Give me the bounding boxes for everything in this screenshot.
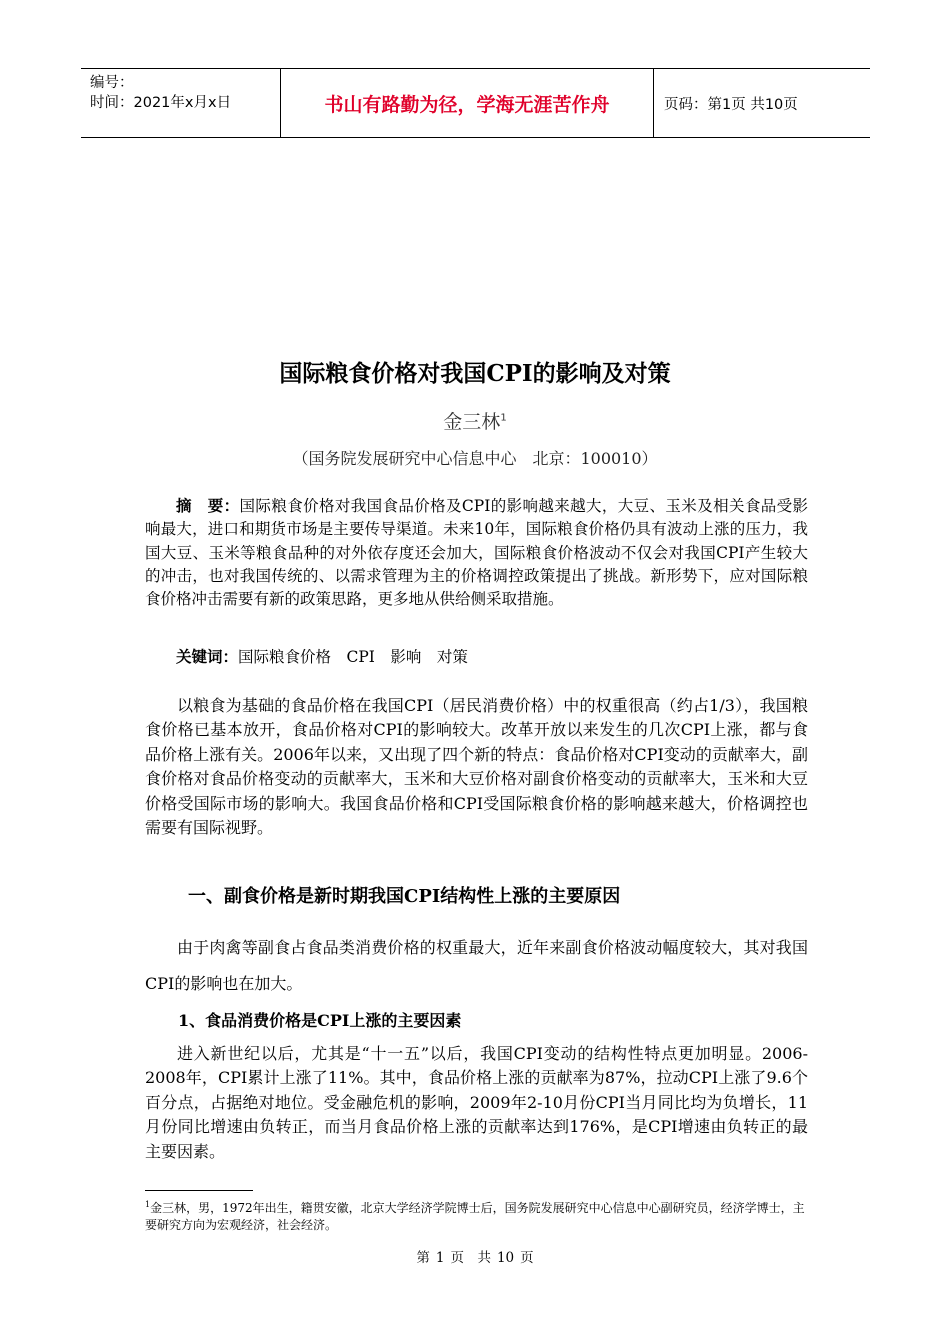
keywords-text: 国际粮食价格 CPI 影响 对策 <box>238 648 468 666</box>
keywords <box>145 645 808 669</box>
footer-page-number: 1 <box>435 1250 445 1266</box>
section-1-paragraph: 由于肉禽等副食占食品类消费价格的权重最大，近年来副食价格波动幅度较大，其对我国CPI的影响也在加大。 <box>145 938 808 993</box>
page-header <box>81 68 870 138</box>
intro-paragraph: 以粮食为基础的食品价格在我国CPI（居民消费价格）中的权重很高（约占1/3），我国粮食价格已基本放开，食品价格对CPI的影响较大。改革开放以来发生的几次CPI上涨，都与食品价格上涨有关。2006年以来，又出现了四个新的特点：食品价格对CPI变动的贡献率大，副食价格对食品价格变动的贡献率大，玉米和大豆价格对副食价格变动的贡献率大，玉米和大豆价格受国际市场的影响大。我国食品价格和CPI受国际粮食价格的影响越来越大，价格调控也需要有国际视野。 <box>145 696 808 838</box>
abstract <box>145 494 808 611</box>
footer-middle: 页 共 <box>450 1250 491 1266</box>
abstract-label: 摘 要： <box>176 496 240 515</box>
header-motto: 书山有路勤为径，学海无涯苦作舟 <box>281 69 654 137</box>
header-number-label: 编号： <box>90 75 134 91</box>
footnote-divider <box>145 1190 253 1191</box>
header-meta <box>81 69 281 137</box>
subsection-1-paragraph: 进入新世纪以后，尤其是“十一五”以后，我国CPI变动的结构性特点更加明显。2006-2008年，CPI累计上涨了11%。其中，食品价格上涨的贡献率为87%，拉动CPI上涨了9.6个百分点，占据绝对地位。受金融危机的影响，2009年2-10月份CPI当月同比均为负增长，11月份同比增速由负转正，而当月食品价格上涨的贡献率达到176%，是CPI增速由负转正的最主要因素。 <box>145 1044 808 1161</box>
footer-suffix: 页 <box>520 1250 534 1266</box>
author <box>0 407 950 434</box>
header-time-label: 时间：2021年x月x日 <box>90 95 232 111</box>
footnote <box>145 1196 808 1234</box>
footnote-text: 金三林，男，1972年出生，籍贯安徽，北京大学经济学院博士后，国务院发展研究中心信息中心副研究员，经济学博士，主要研究方向为宏观经济，社会经济。 <box>145 1201 805 1232</box>
author-name: 金三林 <box>443 411 501 433</box>
document-title: 国际粮食价格对我国CPI的影响及对策 <box>279 360 671 387</box>
footnote-mark: 1 <box>145 1200 151 1209</box>
affiliation: （国务院发展研究中心信息中心 北京：100010） <box>292 449 658 468</box>
keywords-label: 关键词： <box>176 647 239 666</box>
abstract-text: 国际粮食价格对我国食品价格及CPI的影响越来越大，大豆、玉米及相关食品受影响最大，进口和期货市场是主要传导渠道。未来10年，国际粮食价格仍具有波动上涨的压力，我国大豆、玉米等粮食品种的对外依存度还会加大，国际粮食价格波动不仅会对我国CPI产生较大的冲击，也对我国传统的、以需求管理为主的价格调控政策提出了挑战。新形势下，应对国际粮食价格冲击需要有新的政策思路，更多地从供给侧采取措施。 <box>145 497 808 609</box>
author-footnote-mark[interactable]: 1 <box>500 412 507 424</box>
footer-total-pages: 10 <box>496 1250 515 1266</box>
header-page-info: 页码：第1页 共10页 <box>664 96 798 113</box>
section-1-heading: 一、副食价格是新时期我国CPI结构性上涨的主要原因 <box>188 886 621 907</box>
page-footer <box>0 1246 950 1266</box>
footer-prefix: 第 <box>416 1250 430 1266</box>
subsection-1-heading: 1、食品消费价格是CPI上涨的主要因素 <box>178 1011 462 1030</box>
